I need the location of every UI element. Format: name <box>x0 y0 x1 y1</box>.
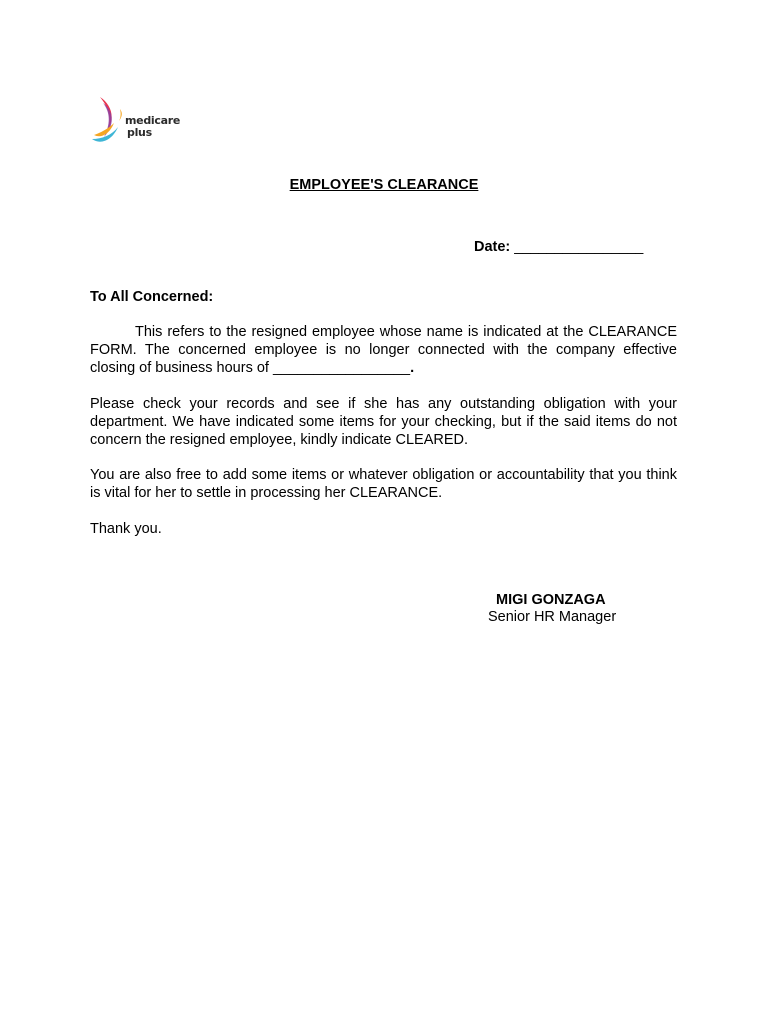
paragraph-1-text: This refers to the resigned employee whose name is indicated at the CLEARANCE FORM. The concerned employee is no longer connected with the company effective closing of business hours of <box>90 324 677 376</box>
medicare-plus-logo <box>90 95 180 147</box>
date-label: Date: <box>474 239 511 255</box>
paragraph-1 <box>90 323 677 377</box>
logo-word-medicare: medicare <box>125 114 180 127</box>
date-blank: ________________ <box>514 239 644 255</box>
document-title: EMPLOYEE'S CLEARANCE <box>289 177 479 193</box>
signer-title: Senior HR Manager <box>488 609 617 625</box>
signer-name: MIGI GONZAGA <box>496 592 606 608</box>
paragraph-2: Please check your records and see if she has any outstanding obligation with your department. We have indicated some items for your checking, but if the said items do not concern the resigned employee, kindly indicate CLEARED. <box>90 396 677 448</box>
paragraph-1-end: . <box>410 360 415 376</box>
logo-swoosh-icon <box>90 95 130 147</box>
closing-line: Thank you. <box>90 521 162 537</box>
paragraph-3: You are also free to add some items or whatever obligation or accountability that you think is vital for her to settle in processing her CLEARANCE. <box>90 467 677 501</box>
logo-word-plus: plus <box>127 126 152 139</box>
paragraph-1-blank: _________________ <box>272 360 411 376</box>
date-line <box>474 239 643 255</box>
greeting: To All Concerned: <box>90 289 214 305</box>
